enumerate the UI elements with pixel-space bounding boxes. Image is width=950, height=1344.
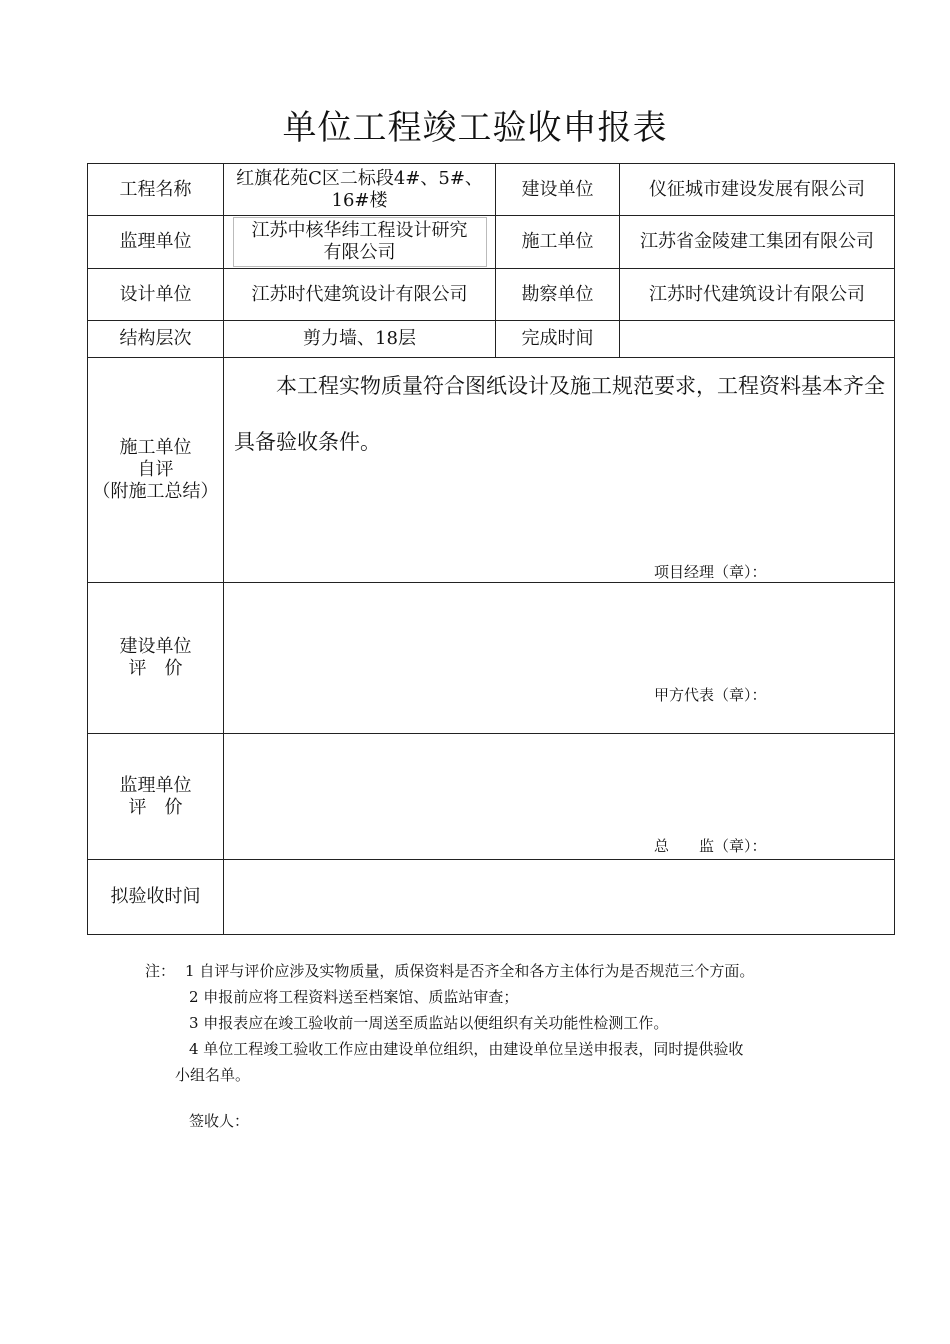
owner-value: 仪征城市建设发展有限公司 [620, 164, 895, 216]
note-4: 4 单位工程竣工验收工作应由建设单位组织，由建设单位呈送申报表，同时提供验收 [189, 1040, 744, 1058]
chief-supervisor-sign: 总 监（章）： [654, 837, 767, 855]
contractor-value: 江苏省金陵建工集团有限公司 [620, 216, 895, 269]
surveyor-value: 江苏时代建筑设计有限公司 [620, 269, 895, 321]
supervisor-eval-label-line2: 评 价 [128, 796, 183, 818]
completion-time-value [620, 321, 895, 358]
designer-label: 设计单位 [88, 269, 224, 321]
owner-eval-label-line1: 建设单位 [119, 636, 192, 657]
project-manager-sign: 项目经理（章）： [654, 563, 767, 581]
table-row-designer [88, 269, 895, 321]
note-1 [145, 958, 825, 984]
owner-label: 建设单位 [496, 164, 620, 216]
owner-representative-sign: 甲方代表（章）： [654, 686, 767, 704]
form-title: 单位工程竣工验收申报表 [282, 108, 668, 148]
note-1-text: 1 自评与评价应涉及实物质量，质保资料是否齐全和各方主体行为是否规范三个方面。 [185, 962, 755, 980]
table-row-project [88, 164, 895, 216]
self-eval-label [88, 358, 224, 583]
table-row-owner-eval [88, 583, 895, 734]
table-row-self-eval [88, 358, 895, 583]
contractor-label: 施工单位 [496, 216, 620, 269]
application-form-table [87, 163, 895, 935]
structure-label: 结构层次 [88, 321, 224, 358]
surveyor-label: 勘察单位 [496, 269, 620, 321]
table-row-structure [88, 321, 895, 358]
planned-time-value [224, 860, 895, 935]
self-eval-label-line2: 自评 [137, 459, 174, 480]
designer-value: 江苏时代建筑设计有限公司 [224, 269, 496, 321]
completion-time-label: 完成时间 [496, 321, 620, 358]
structure-value: 剪力墙、18层 [224, 321, 496, 358]
supervisor-value: 江苏中核华纬工程设计研究有限公司 [233, 217, 487, 267]
notes-section [145, 958, 825, 1088]
table-row-planned-time [88, 860, 895, 935]
table-row-supervisor-eval [88, 734, 895, 860]
table-row-supervisor [88, 216, 895, 269]
owner-eval-label-line2: 评 价 [128, 658, 183, 679]
supervisor-eval-cell [224, 734, 895, 860]
project-name-label: 工程名称 [88, 164, 224, 216]
self-eval-label-line1: 施工单位 [119, 437, 192, 458]
owner-eval-cell [224, 583, 895, 734]
note-3: 3 申报表应在竣工验收前一周送至质监站以便组织有关功能性检测工作。 [189, 1014, 669, 1032]
owner-eval-label [88, 583, 224, 734]
planned-time-label: 拟验收时间 [88, 860, 224, 935]
notes-prefix: 注： [145, 962, 176, 980]
self-eval-text: 本工程实物质量符合图纸设计及施工规范要求，工程资料基本齐全具备验收条件。 [234, 374, 885, 454]
supervisor-eval-label [88, 734, 224, 860]
self-eval-cell [224, 358, 895, 583]
self-eval-label-line3: （附施工总结） [92, 481, 219, 502]
note-2: 2 申报前应将工程资料送至档案馆、质监站审查； [189, 988, 519, 1006]
note-4-continued: 小组名单。 [175, 1066, 251, 1084]
supervisor-label: 监理单位 [88, 216, 224, 269]
supervisor-eval-label-line1: 监理单位 [119, 774, 192, 796]
receiver-label: 签收人： [189, 1112, 250, 1130]
project-name-value: 红旗花苑C区二标段4#、5#、16#楼 [224, 164, 496, 216]
